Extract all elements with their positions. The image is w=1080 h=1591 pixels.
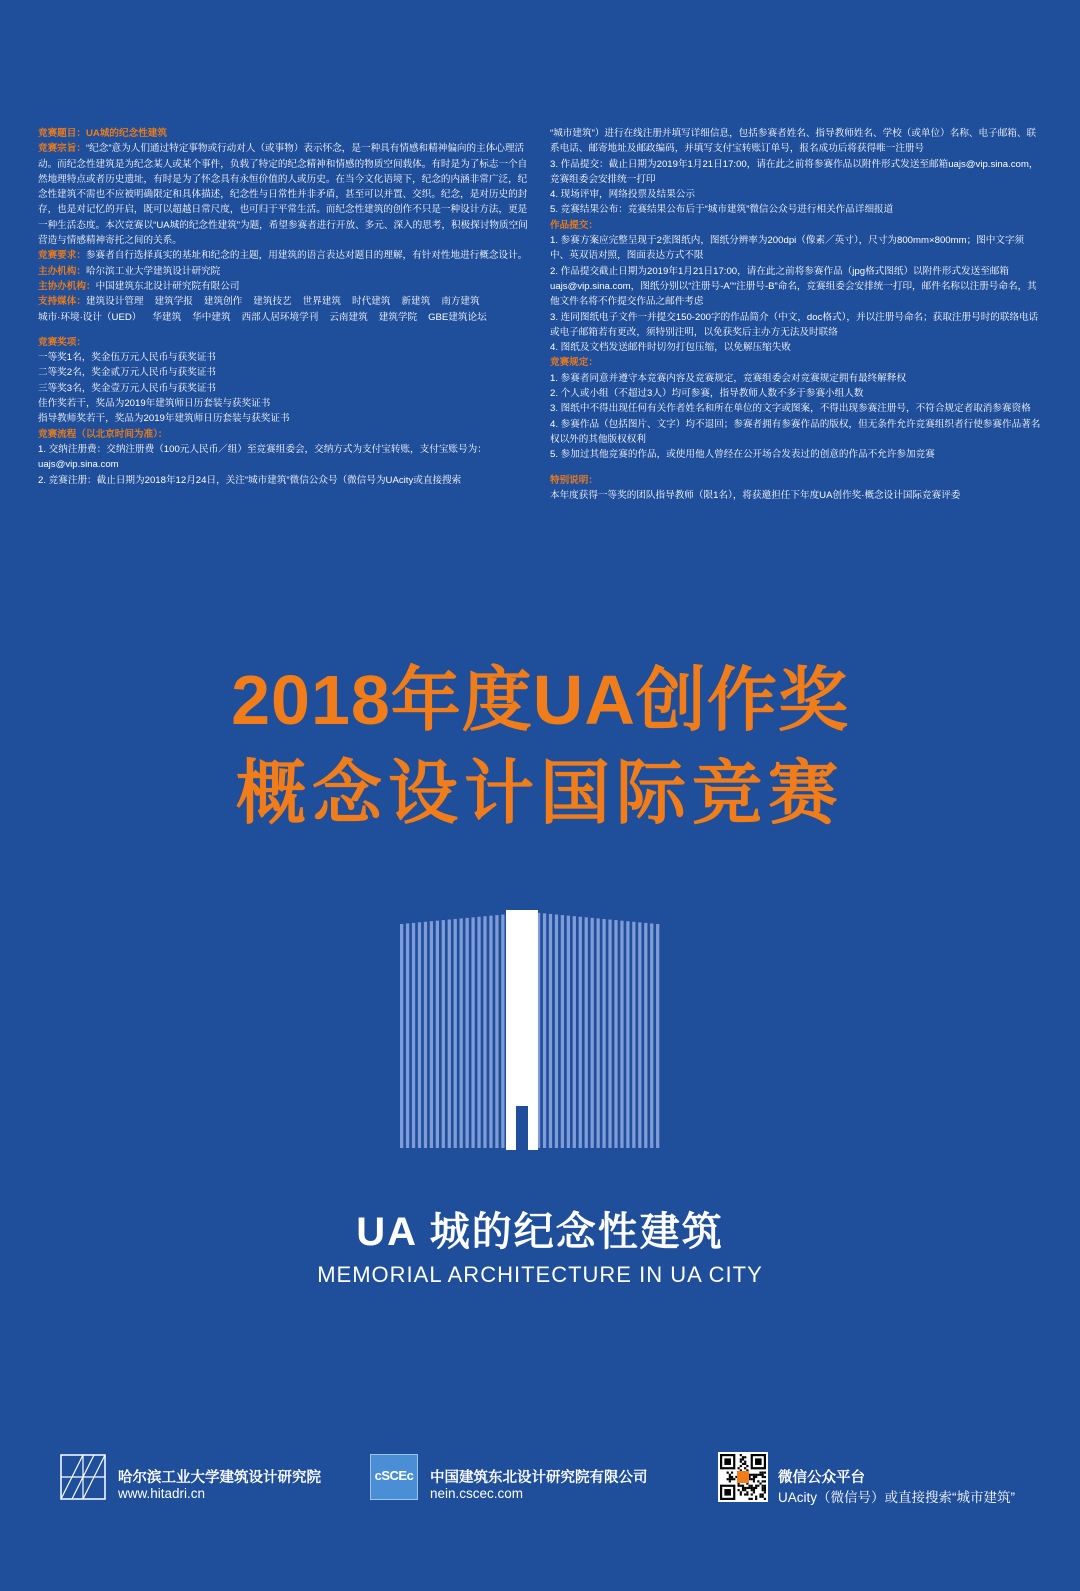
theme-label: 竞赛题目：UA城的纪念性建筑 [38, 128, 167, 139]
org2-url[interactable]: nein.cscec.com [430, 1486, 524, 1501]
award-item: 一等奖1名，奖金伍万元人民币与获奖证书 [38, 352, 217, 364]
process-label: 竞赛流程（以北京时间为准）： [38, 428, 168, 440]
media-item: 世界建筑 [302, 296, 342, 308]
media-item: 南方建筑 [441, 296, 480, 308]
media-row-2 [38, 310, 530, 325]
stripe-bar [454, 919, 457, 1148]
stripe-bar [501, 915, 504, 1148]
stripe-bar [614, 920, 617, 1148]
stripe-bar [656, 924, 659, 1148]
stripe-bar [567, 916, 570, 1148]
stripe-bar [549, 914, 552, 1148]
media-item: 时代建筑 [352, 296, 391, 308]
submit-item: 2. 作品提交截止日期为2019年1月21日17:00，请在此之前将参赛作品（jpg格式图纸）以附件形式发送至邮箱uajs@vip.sina.com，图纸分别以“注册号-A”“注册号-B”命名，竞赛组委会安排统一打印，邮件名称以注册号命名，其他文件名将不作提交作品之邮件考虑 [550, 265, 1037, 308]
wechat-title: 微信公众平台 [778, 1470, 865, 1486]
media-item: 建筑设计管理 [85, 296, 144, 308]
submit-item: 3. 连同图纸电子文件一并提交150-200字的作品简介（中文，doc格式），并以注册号命名；获取注册号时的联络电话或电子邮箱若有更改，须特别注明，以免获奖后主办方无法及时联络 [550, 311, 1039, 338]
org-cscec [370, 1450, 700, 1504]
subtitle-english: MEMORIAL ARCHITECTURE IN UA CITY [317, 1262, 763, 1287]
submit-label: 作品提交： [550, 219, 598, 231]
process-step-4: 4. 现场评审，网络投票及结果公示 [550, 189, 695, 201]
stripes-svg [400, 910, 662, 1150]
awards-label: 竞赛奖项： [38, 336, 86, 348]
hitadri-logo-icon [60, 1454, 106, 1500]
stripe-bar [602, 919, 605, 1148]
cscec-logo-icon [370, 1454, 418, 1500]
stripe-bar [466, 918, 469, 1148]
media-item: 西部人居环境学刊 [241, 311, 319, 323]
award-item: 指导教师奖若干，奖品为2019年建筑师日历套装与获奖证书 [38, 413, 290, 425]
award-item: 三等奖3名，奖金壹万元人民币与获奖证书 [38, 382, 217, 394]
purpose-label: 竞赛宗旨： [38, 143, 86, 155]
process-step-2: 2. 竞赛注册：截止日期为2018年12月24日，关注“城市建筑”微信公众号（微信号为UAcity或直接搜索 [38, 474, 462, 486]
rules-item: 4. 参赛作品（包括图片、文字）均不退回；参赛者拥有参赛作品的版权，但无条件允许竞赛组织者行使参赛作品著名权以外的其他版权权利 [550, 418, 1041, 445]
award-item: 佳作奖若干，奖品为2019年建筑师日历套装与获奖证书 [38, 398, 271, 410]
org-hitadri [60, 1450, 360, 1504]
stripe-bar [650, 923, 653, 1148]
headline-line-1: 2018年度UA创作奖 [231, 661, 849, 739]
media-item: 建筑创作 [203, 296, 243, 308]
cohost-label: 主协办机构： [38, 280, 96, 292]
purpose-text: “纪念”意为人们通过特定事物或行动对人（或事物）表示怀念，是一种具有情感和精神偏向的主体心理活动。而纪念性建筑是为纪念某人或某个事件，负载了特定的纪念精神和情感的物质空间载体。有时是为了标志一个自然地理特点或者历史遗址，有时是为了怀念具有永恒价值的人或历史。在当今文化语境下，纪念的内涵非常广泛，纪念性建筑不需也不应被明确限定和具体描述，纪念性与日常性并非矛盾，甚至可以并置、交织。纪念，是对历史的封存，也是对记忆的开启，既可以超越日常尺度，也可归于平常生活。而纪念性建筑的创作不只是一种设计方法，更是一种生活态度。本次竞赛以“UA城的纪念性建筑”为题，希望参赛者进行开放、多元、深入的思考，积极探讨物质空间营造与情感精神寄托之间的关系。 [38, 143, 528, 247]
stripe-bar [424, 922, 427, 1148]
wechat-qr-icon[interactable] [718, 1452, 768, 1502]
stripe-bar [495, 915, 498, 1148]
requirement-label: 竞赛要求： [38, 250, 86, 262]
stripe-bar [489, 916, 492, 1148]
stripe-bar [448, 920, 451, 1148]
stripe-bar [400, 924, 403, 1148]
process-step-5: 5. 竞赛结果公布：竞赛结果公布后于“城市建筑”微信公众号进行相关作品详细报道 [550, 204, 894, 216]
stripe-bar [597, 918, 600, 1148]
stripe-bar [608, 920, 611, 1148]
rules-item: 2. 个人或小组（不超过3人）均可参赛，指导教师人数不多于参赛小组人数 [550, 388, 864, 400]
right-text-column [550, 126, 1042, 503]
subtitle-chinese: UA 城的纪念性建筑 [356, 1210, 724, 1254]
rules-item: 1. 参赛者同意并遵守本竞赛内容及竞赛规定，竞赛组委会对竞赛规定拥有最终解释权 [550, 372, 907, 384]
media-label: 支持媒体： [38, 296, 86, 308]
process-step-2-continued: “城市建筑”）进行在线注册并填写详细信息，包括参赛者姓名、指导教师姓名、学校（或单位）名称、电子邮箱、联系电话、邮寄地址及邮政编码，并填写支付宝转账订单号，报名成功后将获得唯一注册号 [550, 128, 1037, 155]
rules-item: 5. 参加过其他竞赛的作品，或使用他人曾经在公开场合发表过的创意的作品不允许参加竞赛 [550, 449, 935, 461]
process-step-3: 3. 作品提交：截止日期为2019年1月21日17:00，请在此之前将参赛作品以附件形式发送至邮箱uajs@vip.sina.com，竞赛组委会安排统一打印 [550, 158, 1039, 185]
org1-name: 哈尔滨工业大学建筑设计研究院 [118, 1470, 321, 1486]
award-item: 二等奖2名，奖金贰万元人民币与获奖证书 [38, 367, 217, 379]
stripe-bar [620, 921, 623, 1148]
stripe-bar [579, 917, 582, 1148]
memorial-stripes-graphic [400, 910, 662, 1150]
stripe-bar [477, 917, 480, 1148]
stripe-bar [436, 921, 439, 1148]
host-paragraph [38, 264, 530, 279]
stripe-bar [430, 921, 433, 1148]
media-item: 建筑学报 [154, 296, 193, 308]
stripe-bar [591, 918, 594, 1148]
left-text-column [38, 126, 530, 488]
stripe-bar [460, 918, 463, 1148]
org2-name: 中国建筑东北设计研究院有限公司 [430, 1470, 648, 1486]
rules-label: 竞赛规定： [550, 357, 598, 369]
media-item: 建筑学院 [378, 311, 418, 323]
stripe-bar [418, 922, 421, 1148]
media-item: GBE建筑论坛 [428, 311, 487, 323]
host-label: 主办机构： [38, 265, 86, 277]
stripe-bar [644, 923, 647, 1148]
media-row-1 [38, 294, 530, 309]
stripe-bar [543, 913, 546, 1148]
stripe-bar [585, 917, 588, 1148]
host-text: 哈尔滨工业大学建筑设计研究院 [85, 265, 221, 277]
requirement-paragraph [38, 248, 530, 263]
stripe-bar [483, 916, 486, 1148]
cscec-logo-text: cSCEc [374, 1468, 414, 1483]
stripe-bar [626, 921, 629, 1148]
submit-item: 4. 图纸及文档发送邮件时切勿打包压缩，以免解压缩失败 [550, 342, 791, 354]
wechat-text: UAcity（微信号）或直接搜索“城市建筑” [778, 1490, 1015, 1505]
media-item: 建筑技艺 [253, 296, 292, 308]
media-item: 城市·环境·设计（UED） [38, 311, 142, 323]
media-item: 华建筑 [152, 311, 182, 323]
purpose-paragraph [38, 141, 530, 248]
stripe-bar [632, 922, 635, 1148]
media-item: 新建筑 [401, 296, 431, 308]
stripe-bar [406, 923, 409, 1148]
stripe-bar [555, 915, 558, 1148]
stripe-bar [471, 917, 474, 1148]
headline-line-2: 概念设计国际竞赛 [236, 754, 844, 832]
stripe-bar [573, 916, 576, 1148]
rules-item: 3. 图纸中不得出现任何有关作者姓名和所在单位的文字或图案，不得出现参赛注册号，不符合规定者取消参赛资格 [550, 403, 1031, 415]
stripe-bar [412, 923, 415, 1148]
process-step-1: 1. 交纳注册费：交纳注册费（100元人民币／组）至竞赛组委会，交纳方式为支付宝转账，支付宝账号为：uajs@vip.sina.com [38, 443, 487, 471]
tower-door [516, 1106, 528, 1150]
requirement-text: 参赛者自行选择真实的基址和纪念的主题，用建筑的语言表达对题目的理解，有针对性地进行概念设计。 [85, 250, 528, 262]
stripe-bar [442, 920, 445, 1148]
cohost-paragraph [38, 279, 530, 294]
special-label: 特别说明： [550, 474, 598, 486]
org1-url[interactable]: www.hitadri.cn [118, 1486, 206, 1501]
media-item: 云南建筑 [329, 311, 368, 323]
stripe-bar [561, 915, 564, 1148]
submit-item: 1. 参赛方案应完整呈现于2张图纸内，图纸分辨率为200dpi（像素／英寸），尺寸为800mm×800mm；图中文字须中、英双语对照，图面表达方式不限 [550, 235, 1025, 262]
special-text: 本年度获得一等奖的团队指导教师（限1名），将获邀担任下年度UA创作奖·概念设计国际竞赛评委 [550, 489, 961, 501]
media-item: 华中建筑 [192, 311, 231, 323]
cohost-text: 中国建筑东北设计研究院有限公司 [95, 280, 240, 292]
org-wechat [718, 1450, 1058, 1504]
stripe-bar [638, 922, 641, 1148]
